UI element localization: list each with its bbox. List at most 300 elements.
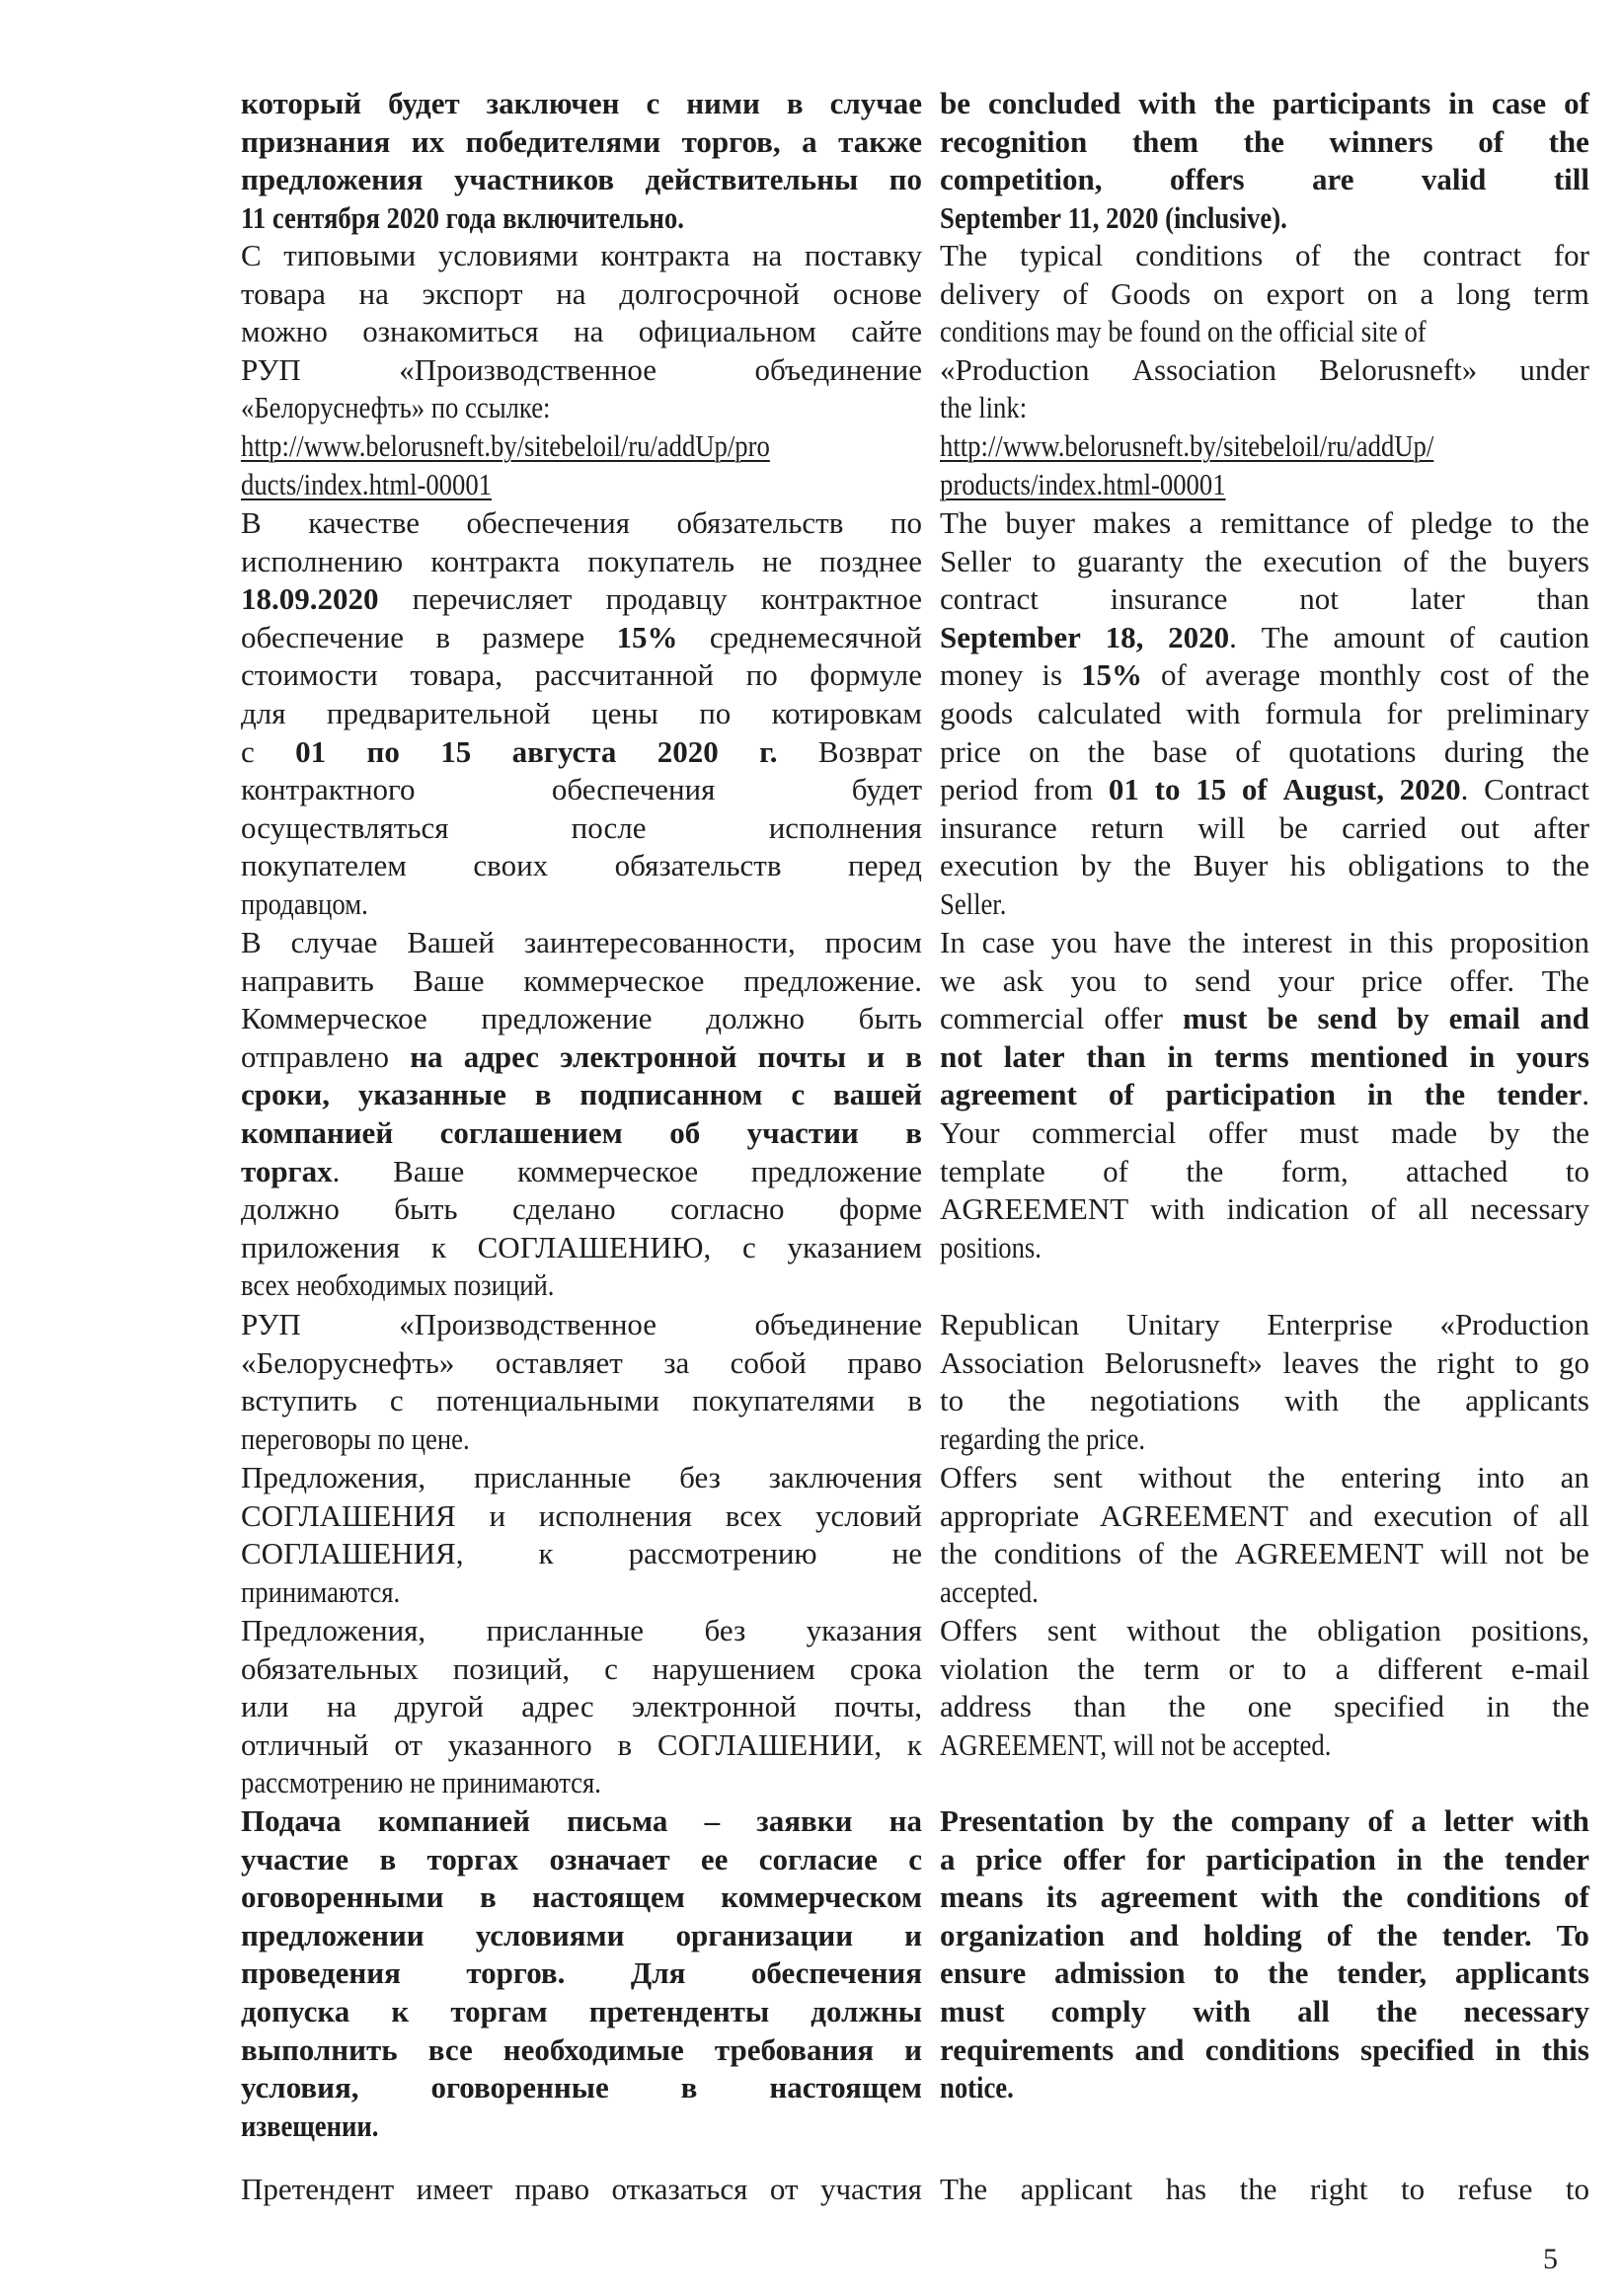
text-run: переговоры [241,1420,371,1456]
text-line [940,1153,1589,1191]
text-run: to [1032,543,1056,578]
text-line [940,466,1589,504]
text-run: сентября [271,199,380,235]
text-run: Belorusneft» [1319,351,1478,387]
text-run: быть [858,1001,922,1036]
text-line [241,85,922,123]
russian-paragraph [241,85,922,237]
text-run: leaves [1282,1344,1359,1380]
text-run: участии [746,1114,859,1150]
text-run: negotiations [1090,1383,1240,1418]
text-run: с [646,86,660,120]
text-run: позднее [819,543,922,578]
url-link[interactable]: http://www.belorusneft.by/sitebeloil/ru/addUp/pro [241,427,770,463]
text-run: go [1558,1344,1589,1380]
text-run: sent [1046,1613,1097,1647]
text-run: к [906,1726,922,1762]
text-run: the [940,1536,977,1571]
text-run: be [1278,809,1308,845]
text-run: претенденты [588,1993,770,2028]
text-run: to [1401,2172,1426,2206]
text-line [241,1497,922,1536]
text-run: conditions [1204,2031,1340,2067]
text-run: made [1390,1114,1458,1150]
text-run: года [445,199,497,235]
text-run: the [1552,1689,1589,1724]
text-run: return [1090,809,1165,845]
text-run: of [1294,238,1321,272]
text-run: execution [1263,543,1383,578]
text-run: почты [757,1038,847,1074]
text-run: типовыми [283,238,417,272]
text-line [241,466,922,504]
text-run: в [534,1077,552,1112]
text-run: participation [1205,1841,1376,1876]
text-run: победителями [465,123,661,159]
text-run: указания [806,1613,922,1647]
text-line [940,924,1589,962]
text-run: «Белоруснефть» [241,390,425,425]
text-run: the [1046,1420,1080,1456]
text-run: 15% [1081,657,1142,693]
url-link[interactable]: http://www.belorusneft.by/sitebeloil/ru/addUp/ [940,427,1434,463]
text-run: on [1207,314,1234,349]
text-run: or [1228,1650,1255,1686]
text-line [241,1802,922,1841]
text-run: conditions [940,314,1050,349]
text-run: долгосрочной [619,275,800,311]
text-line [940,580,1589,619]
text-run: contract [1423,238,1522,272]
text-line [241,161,922,199]
text-run: осуществляться [241,809,449,845]
text-run: об [669,1114,701,1150]
text-run: в [617,1726,633,1762]
text-run: по [366,733,400,769]
text-run: the [1186,1153,1224,1188]
text-run: в [907,1383,922,1418]
text-line [940,389,1589,427]
text-run: другой [394,1689,484,1724]
text-run: in [1448,86,1475,120]
text-run: of [1367,505,1393,540]
text-run: исполнения [538,1497,693,1533]
text-run: applicants [1465,1383,1589,1418]
text-line [940,313,1589,351]
text-line [241,1306,922,1344]
text-run: them [1131,123,1198,159]
text-run: the [1449,543,1488,578]
english-paragraph [940,504,1589,924]
text-line [241,962,922,1001]
text-run: всех [725,1497,783,1533]
text-run: обеспечение [241,619,405,654]
text-run: по [699,695,732,730]
text-run: отправлено [241,1038,390,1074]
text-line [241,1420,922,1459]
text-run: notice. [940,2070,1014,2105]
text-line [940,1038,1589,1077]
text-run: have [1114,925,1172,959]
text-line [241,656,922,695]
text-run: 18.09.2020 [241,581,379,617]
text-line [940,656,1589,695]
text-run: подписанном [579,1077,763,1112]
text-run: on [1029,733,1060,769]
text-line [241,543,922,581]
text-run: e-mail [1510,1650,1589,1686]
text-run: просим [824,925,922,959]
text-run: a [940,1841,956,1876]
text-line [241,313,922,351]
text-run: Ваше [413,962,485,998]
text-run: offers [1169,162,1245,197]
text-run: означает [549,1841,670,1876]
text-run: the [1383,1383,1422,1418]
text-run: условиями [475,1917,625,1952]
text-run: покупателями [692,1383,876,1418]
text-run: оговоренными [241,1879,444,1915]
text-run: заключения [768,1460,922,1494]
text-run: will [1113,1726,1155,1762]
text-line [940,1382,1589,1420]
text-run: indication [1226,1191,1350,1227]
text-run: коммерческое [523,962,705,998]
text-run: исполнения [768,809,922,845]
text-run: срока [849,1650,922,1686]
text-run: исполнению [241,543,404,578]
text-run: без [679,1460,721,1494]
text-run: потенциальными [435,1383,659,1418]
text-run: insurance [940,809,1057,845]
text-run: Seller. [940,885,1007,921]
text-run: The [1261,619,1309,654]
text-run: of [1108,1077,1134,1112]
text-run: на [410,1038,443,1074]
text-run: later [1003,1038,1065,1074]
text-line [241,1038,922,1077]
text-run: specified [1360,2031,1475,2067]
text-run: will [1197,809,1246,845]
text-run: должно [706,1001,806,1036]
russian-paragraph [241,1306,922,1458]
text-run: monthly [1319,657,1422,693]
text-run: the [1552,733,1589,769]
text-run: to [1154,772,1181,807]
text-run: Belorusneft» [1104,1344,1263,1380]
text-line [940,1993,1589,2031]
text-line [940,733,1589,772]
text-run: The [940,238,988,272]
text-run: to [1509,505,1534,540]
text-run: 2020 [657,733,719,769]
text-line [940,1688,1589,1726]
text-run: of [1449,619,1476,654]
text-run: preliminary [1446,695,1589,730]
text-run: the [1352,238,1391,272]
english-paragraph [940,924,1589,1266]
text-run: with [1150,1191,1205,1227]
text-run: случае [290,925,378,959]
text-run: или [241,1689,289,1724]
text-run: and [1128,1917,1179,1952]
text-run: вашей [832,1077,922,1112]
text-run: отличный [241,1726,369,1762]
text-run: 01 [295,733,327,769]
text-run: Для [630,1955,686,1991]
text-run: быть [394,1191,458,1227]
english-paragraph [940,1459,1589,1611]
text-line [241,885,922,924]
text-run: of [1403,543,1429,578]
text-run: accepted. [1232,1726,1332,1762]
text-run: insurance [1110,581,1228,617]
text-run: от [769,2172,799,2206]
text-line [241,1153,922,1191]
text-run: of [1326,1917,1352,1952]
text-run: has [1165,2172,1207,2206]
text-run: не [891,1536,922,1571]
text-run: их [411,123,445,159]
text-run: form, [1280,1153,1349,1188]
text-run: по [430,390,459,425]
text-run: winners [1329,123,1433,159]
text-run: коммерческое [516,1153,699,1188]
text-run: in [1486,1689,1510,1724]
text-line [940,809,1589,848]
english-paragraph [940,237,1589,503]
text-line [241,2031,922,2070]
text-run: продавцу [605,581,728,617]
text-run: форме [839,1191,922,1227]
text-run: In [940,925,965,959]
text-run: violation [940,1650,1049,1686]
text-run: в [905,1114,922,1150]
url-link[interactable]: ducts/index.html-00001 [241,466,492,501]
text-run: Association [1131,351,1277,387]
text-run: right [1436,1344,1496,1380]
text-run: of [1062,275,1089,311]
text-run: offer [1207,1114,1268,1150]
text-run: 2020 [1399,772,1461,807]
text-run: включительно. [502,199,684,235]
text-line [940,1573,1589,1612]
text-run: требования [714,2031,875,2067]
text-run: – [704,1803,721,1838]
text-run: заинтересованности, [523,925,796,959]
russian-paragraph [241,1459,922,1611]
text-run: компанией [241,1114,394,1150]
text-run: среднемесячной [709,619,922,654]
text-line [241,1650,922,1689]
text-run: without [1126,1613,1220,1647]
text-run: AGREEMENT, [940,1726,1108,1762]
text-run: delivery [940,275,1041,311]
text-run: carried [1342,809,1428,845]
text-run: of [1103,1153,1128,1188]
text-line [940,2069,1589,2107]
text-run: на [326,1689,357,1724]
text-run: recognition [940,123,1088,159]
text-run: refuse [1457,2172,1533,2206]
english-paragraph [940,1612,1589,1764]
text-run: согласно [670,1191,785,1227]
text-run: покупателем [241,848,407,883]
text-run: почты, [833,1689,922,1724]
text-run: a [1189,505,1203,540]
text-run: сделано [512,1191,616,1227]
text-run: случае [829,86,922,120]
text-run: с [742,1229,756,1264]
text-line [940,1612,1589,1650]
text-run: holding [1202,1917,1302,1952]
text-run: be [940,86,970,120]
text-run: . [1460,772,1469,807]
text-run: the [1442,1841,1484,1876]
text-run: присланные [486,1613,645,1647]
text-run: conditions [1406,1879,1541,1915]
text-run: Contract [1484,772,1589,807]
text-run: is [1042,657,1063,693]
text-run: sent [1052,1460,1103,1494]
text-run: СОГЛАШЕНИЮ, [477,1229,712,1264]
text-run: предложении [241,1917,425,1952]
text-run: письма [567,1803,668,1838]
text-run: export [1266,275,1345,311]
text-run: address [940,1689,1032,1724]
text-line [940,237,1589,275]
text-run: к [538,1536,554,1571]
text-run: СОГЛАШЕНИИ, [657,1726,883,1762]
text-run: till [1553,162,1589,197]
text-run: Your [940,1114,1000,1150]
text-run: for [1386,695,1423,730]
text-line [241,924,922,962]
text-run: участников [453,162,615,197]
text-run: the [1172,1803,1213,1838]
text-run: товара, [410,657,503,693]
text-run: caution [1499,619,1589,654]
url-link[interactable]: products/index.html-00001 [940,466,1226,501]
text-run: of [1367,1803,1394,1838]
text-run: execution [1373,1497,1493,1533]
text-run: право [514,2172,590,2206]
text-run: this [1541,2031,1589,2067]
text-run: необходимых [296,1267,447,1303]
text-run: с [908,1841,922,1876]
text-run: РУП [241,1307,301,1341]
text-run: the [1239,2172,1277,2206]
text-run: собой [730,1344,807,1380]
text-run: стоимости [241,657,378,693]
text-run: к [430,1229,446,1264]
text-line [241,1266,922,1305]
text-line [241,1841,922,1879]
text-run: с [604,1650,618,1686]
text-run: С [241,238,262,272]
text-run: later [1410,581,1465,617]
text-run: tender. [1441,1917,1532,1952]
text-run: ссылке: [465,390,551,425]
text-run: коммерческом [721,1879,922,1915]
text-run: on [1366,275,1398,311]
text-run: entering [1341,1460,1441,1494]
text-run: to [1514,1344,1539,1380]
text-run: продавцом. [241,885,368,921]
text-run: conditions [1135,238,1264,272]
text-run: the [1548,123,1589,159]
text-run: from [1033,772,1094,807]
text-run: its [1046,1879,1078,1915]
text-run: under [1519,351,1589,387]
text-run: настоящем [532,1879,685,1915]
text-run: Возврат [817,733,922,769]
text-line [940,962,1589,1001]
text-line [241,504,922,543]
text-run: право [847,1344,922,1380]
text-run: the [1552,848,1589,883]
text-run: будет [388,86,460,120]
text-run: case [981,925,1035,959]
text-line [940,427,1589,466]
text-run: адрес [463,1038,540,1074]
text-run: buyers [1507,543,1589,578]
text-run: сайте [851,314,922,349]
text-run: обязательств [614,848,782,883]
text-run: regarding [940,1420,1042,1456]
text-run: email [1448,1001,1520,1036]
text-run: условий [814,1497,922,1533]
text-run: of [1404,314,1427,349]
text-run: «Производственное [399,351,657,387]
text-run: to [1143,962,1168,998]
text-run: поставку [804,238,922,272]
text-run: электронной [631,1689,797,1724]
text-line [241,1878,922,1917]
text-run: «Производственное [399,1307,657,1341]
text-run: formula [1265,695,1362,730]
text-run: obligation [1317,1613,1441,1647]
text-run: the [1188,925,1226,959]
text-line [940,1000,1589,1038]
text-line [940,1076,1589,1114]
text-run: participants [1273,86,1431,120]
text-run: указанные [357,1077,506,1112]
text-run: Предложения, [241,1460,426,1494]
text-run: на [573,314,604,349]
text-run: money [940,657,1024,693]
text-run: 15 [1196,772,1227,807]
text-run: for [1553,238,1589,272]
text-run: покупатель [587,543,734,578]
text-run: позиций. [453,1267,555,1303]
text-run: admission [1054,1955,1186,1991]
text-run: we [940,962,976,998]
text-run: a [1420,275,1434,311]
text-run: not [940,1038,983,1074]
text-line [940,1802,1589,1841]
text-run: organization [940,1917,1106,1952]
text-run: August, [1282,772,1384,807]
text-run: объединение [754,1307,922,1341]
text-run: который [241,86,362,120]
text-run: В [241,925,262,959]
text-run: offer [1062,1841,1126,1876]
text-line [241,427,922,466]
text-run: будет [851,772,922,807]
text-run: с [241,733,255,769]
text-run: the [1133,848,1172,883]
